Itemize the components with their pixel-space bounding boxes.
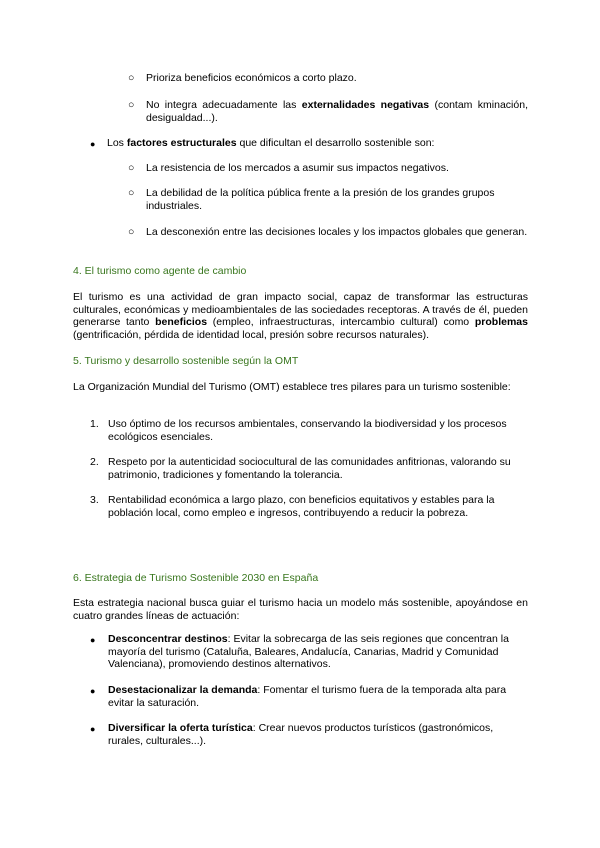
sub-bullet-icon: ○ xyxy=(128,99,135,111)
section-5-heading: 5. Turismo y desarrollo sostenible según la OMT xyxy=(73,355,299,367)
list-number: 3. xyxy=(90,494,99,506)
bullet-icon: ● xyxy=(90,686,96,696)
sub-bullet-icon: ○ xyxy=(128,72,135,84)
list-number: 1. xyxy=(90,418,99,430)
pillar-item: Uso óptimo de los recursos ambientales, conservando la biodiversidad y los procesos ecológicos esenciales. xyxy=(108,418,507,443)
section-4-paragraph: El turismo es una actividad de gran impacto social, capaz de transformar las estructuras culturales, económicas y medioambientales de las sociedades receptoras. A través de él, pueden generarse tanto beneficios (empleo, infraestructuras, intercambio cultural) como problemas (gentrificación, pérdida de identidad local, presión sobre recursos naturales). xyxy=(73,291,528,341)
strategy-item: Desconcentrar destinos: Evitar la sobrecarga de las seis regiones que concentran la mayoría del turismo (Cataluña, Baleares, Andalucía, Canarias, Madrid y Comunidad Valenciana), promoviendo destinos alternativos. xyxy=(108,633,509,671)
bullet-icon: ● xyxy=(90,139,96,149)
section-4-heading: 4. El turismo como agente de cambio xyxy=(73,265,247,277)
pillar-item: Respeto por la autenticidad sociocultural de las comunidades anfitrionas, valorando su patrimonio, tradiciones y fomentando la tolerancia. xyxy=(108,456,511,481)
structural-factors-item: Los factores estructurales que dificultan el desarrollo sostenible son: xyxy=(107,137,435,149)
sub-bullet-icon: ○ xyxy=(128,187,135,199)
sub-bullet-icon: ○ xyxy=(128,162,135,174)
section-6-heading: 6. Estrategia de Turismo Sostenible 2030 en España xyxy=(73,572,319,584)
sub-item: La resistencia de los mercados a asumir sus impactos negativos. xyxy=(146,162,449,174)
bullet-icon: ● xyxy=(90,635,96,645)
strategy-item: Desestacionalizar la demanda: Fomentar el turismo fuera de la temporada alta para evitar la saturación. xyxy=(108,684,507,709)
section-6-intro: Esta estrategia nacional busca guiar el turismo hacia un modelo más sostenible, apoyándose en cuatro grandes líneas de actuación: xyxy=(73,597,528,622)
pillar-item: Rentabilidad económica a largo plazo, con beneficios equitativos y estables para la población local, como empleo e ingresos, contribuyendo a reducir la pobreza. xyxy=(108,494,495,519)
bullet-icon: ● xyxy=(90,724,96,734)
sub-bullet-icon: ○ xyxy=(128,226,135,238)
sub-item: La debilidad de la política pública frente a la presión de los grandes grupos industriales. xyxy=(146,187,495,212)
sub-item: Prioriza beneficios económicos a corto plazo. xyxy=(146,72,357,84)
strategy-item: Diversificar la oferta turística: Crear nuevos productos turísticos (gastronómicos, rurales, culturales...). xyxy=(108,722,494,747)
sub-item: No integra adecuadamente las externalidades negativas (contam kminación, desigualdad...). xyxy=(146,99,528,124)
list-number: 2. xyxy=(90,456,99,468)
sub-item: La desconexión entre las decisiones locales y los impactos globales que generan. xyxy=(146,226,528,238)
section-5-intro: La Organización Mundial del Turismo (OMT) establece tres pilares para un turismo sostenible: xyxy=(73,381,511,393)
